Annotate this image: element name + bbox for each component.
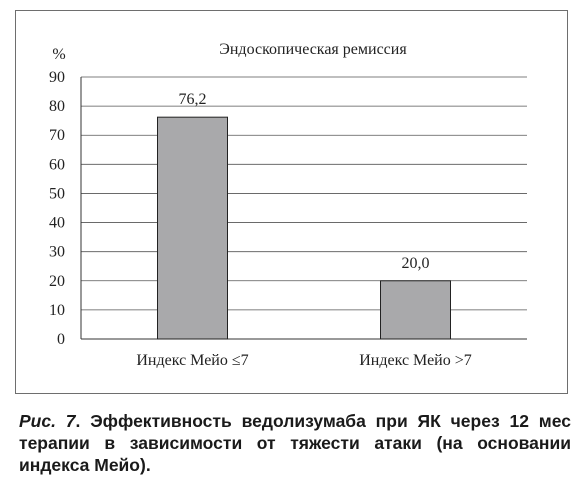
y-axis-unit: % xyxy=(52,46,66,63)
axes xyxy=(81,77,527,339)
caption-text: . Эффективность ведолизумаба при ЯК через 12 мес терапии в зависимости от тяжести атаки (на основании индекса Мейо). xyxy=(19,411,571,475)
gridlines xyxy=(81,77,527,310)
y-tick-label: 50 xyxy=(49,185,65,203)
bar xyxy=(381,281,451,339)
y-tick-label: 40 xyxy=(49,214,65,232)
bar xyxy=(158,117,228,339)
y-tick-label: 70 xyxy=(49,127,65,145)
y-tick-label: 90 xyxy=(49,69,65,86)
caption-label: Рис. 7 xyxy=(19,411,76,431)
y-tick-label: 30 xyxy=(49,243,65,261)
figure-caption xyxy=(19,410,571,476)
y-tick-label: 10 xyxy=(49,301,65,319)
bars xyxy=(158,117,451,339)
y-tick-label: 80 xyxy=(49,98,65,116)
bar-value-label: 76,2 xyxy=(178,91,207,109)
bar-value-label: 20,0 xyxy=(401,254,430,272)
x-category-label: Индекс Мейо >7 xyxy=(359,352,472,369)
y-tick-label: 0 xyxy=(57,331,65,348)
chart-title: Эндоскопическая ремиссия xyxy=(219,41,407,58)
y-tick-label: 60 xyxy=(49,156,65,174)
x-category-label: Индекс Мейо ≤7 xyxy=(136,352,249,369)
y-tick-label: 20 xyxy=(49,272,65,290)
